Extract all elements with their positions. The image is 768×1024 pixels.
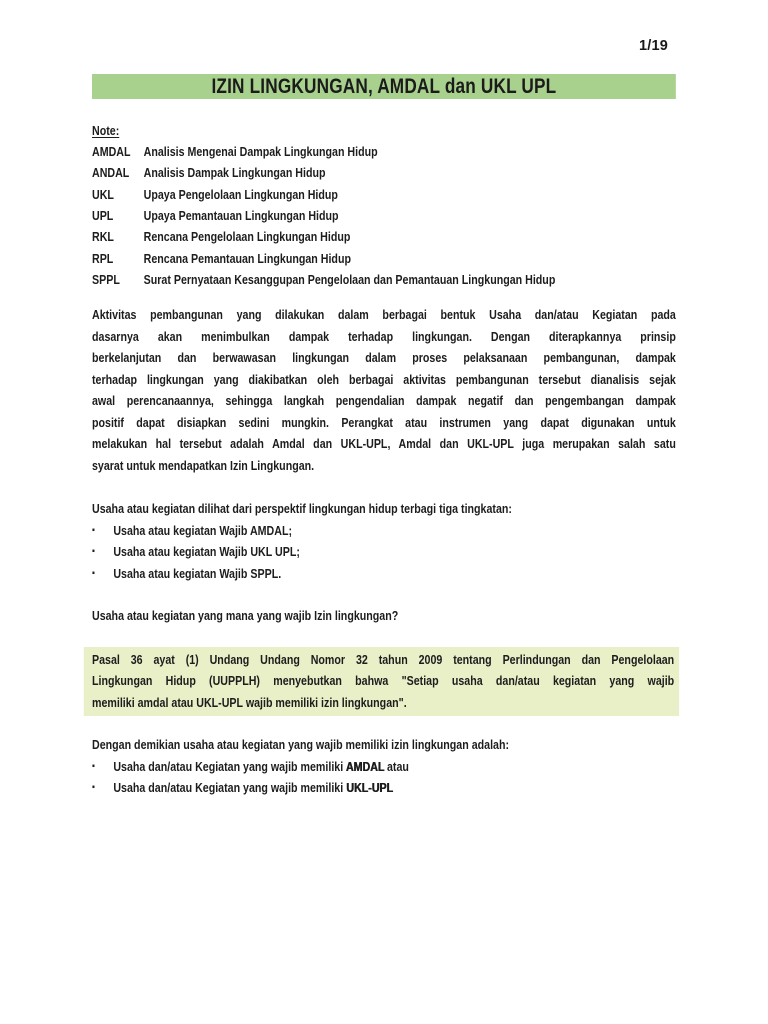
abbreviation-definition: Analisis Mengenai Dampak Lingkungan Hidup — [143, 144, 378, 159]
abbreviation: SPPL — [92, 271, 120, 287]
abbreviation-definition: Upaya Pengelolaan Lingkungan Hidup — [143, 186, 338, 202]
list-item-text: Usaha dan/atau Kegiatan yang wajib memiliki UKL-UPL — [113, 780, 393, 796]
abbreviation-definition: Analisis Dampak Lingkungan Hidup — [143, 165, 326, 181]
paragraph-line: memiliki amdal atau UKL-UPL wajib memiliki izin lingkungan". — [92, 694, 407, 710]
abbreviation-definition: Rencana Pengelolaan Lingkungan Hidup — [143, 229, 351, 245]
abbreviation-row — [92, 184, 676, 205]
bullet-icon: ▪ — [92, 546, 95, 558]
tiers-list — [92, 520, 676, 585]
paragraph-line: berkelanjutan dan berwawasan lingkungan dalam proses pelaksanaan pembangunan, dampak — [92, 350, 676, 366]
document-content — [92, 74, 676, 799]
paragraph-line: Lingkungan Hidup (UUPPLH) menyebutkan bahwa "Setiap usaha dan/atau kegiatan yang wajib — [92, 673, 675, 689]
abbreviation-row — [92, 162, 676, 183]
tiers-intro: Usaha atau kegiatan dilihat dari perspektif lingkungan hidup terbagi tiga tingkatan: — [92, 501, 512, 517]
bullet-icon: ▪ — [92, 524, 95, 536]
abbreviation: RKL — [92, 229, 114, 245]
abbreviation-row — [92, 269, 676, 290]
paragraph-line: positif dapat disiapkan sedini mungkin. Perangkat atau instrumen yang dapat digunakan untuk — [92, 414, 676, 430]
paragraph-line: Aktivitas pembangunan yang dilakukan dalam berbagai bentuk Usaha dan/atau Kegiatan pada — [92, 307, 676, 323]
conclusion-list — [92, 756, 676, 799]
abbreviation-definition: Rencana Pemantauan Lingkungan Hidup — [143, 250, 351, 266]
list-item-text: Usaha dan/atau Kegiatan yang wajib memiliki AMDAL atau — [113, 758, 409, 774]
paragraph-line: awal perencanaannya, sehingga langkah pengendalian dampak negatif dan pengembangan dampak — [92, 393, 676, 409]
page-number: 1/19 — [638, 38, 668, 54]
document-title: IZIN LINGKUNGAN, AMDAL dan UKL UPL — [92, 74, 676, 99]
abbreviation-list — [92, 141, 676, 290]
intro-paragraph — [92, 304, 676, 476]
list-item-text: Usaha atau kegiatan Wajib AMDAL; — [113, 522, 293, 538]
paragraph-line: melakukan hal tersebut adalah Amdal dan UKL-UPL, Amdal dan UKL-UPL juga merupakan salah satu — [92, 436, 676, 452]
abbreviation: RPL — [92, 250, 114, 266]
highlighted-paragraph — [84, 647, 679, 717]
list-item — [92, 777, 676, 799]
list-item-text: Usaha atau kegiatan Wajib SPPL. — [113, 565, 282, 581]
bullet-icon: ▪ — [92, 782, 95, 794]
bullet-icon: ▪ — [92, 760, 95, 772]
list-item — [92, 541, 676, 563]
abbreviation-definition: Upaya Pemantauan Lingkungan Hidup — [143, 207, 339, 223]
bold-keyword: UKL-UPL — [346, 780, 393, 796]
abbreviation-row — [92, 248, 676, 269]
abbreviation: AMDAL — [92, 144, 131, 159]
question-line: Usaha atau kegiatan yang mana yang wajib Izin lingkungan? — [92, 608, 399, 624]
bullet-icon: ▪ — [92, 567, 95, 579]
abbreviation-row — [92, 226, 676, 247]
abbreviation: UKL — [92, 186, 114, 202]
conclusion-intro: Dengan demikian usaha atau kegiatan yang wajib memiliki izin lingkungan adalah: — [92, 737, 510, 753]
abbreviation: ANDAL — [92, 165, 130, 181]
note-heading: Note: — [92, 123, 120, 138]
abbreviation-definition: Surat Pernyataan Kesanggupan Pengelolaan dan Pemantauan Lingkungan Hidup — [143, 271, 556, 287]
paragraph-line: dasarnya akan menimbulkan dampak terhadap lingkungan. Dengan diterapkannya prinsip — [92, 328, 676, 344]
list-item — [92, 520, 676, 542]
paragraph-line: Pasal 36 ayat (1) Undang Undang Nomor 32 tahun 2009 tentang Perlindungan dan Pengelolaan — [92, 651, 675, 667]
paragraph-line: syarat untuk mendapatkan Izin Lingkungan. — [92, 457, 315, 473]
abbreviation-row — [92, 141, 676, 162]
paragraph-line: terhadap lingkungan yang diakibatkan oleh berbagai aktivitas pembangunan tersebut dianalisis sejak — [92, 371, 676, 387]
list-item-text: Usaha atau kegiatan Wajib UKL UPL; — [113, 544, 300, 560]
abbreviation: UPL — [92, 207, 114, 223]
list-item — [92, 756, 676, 778]
bold-keyword: AMDAL — [345, 758, 385, 774]
abbreviation-row — [92, 205, 676, 226]
list-item — [92, 563, 676, 585]
